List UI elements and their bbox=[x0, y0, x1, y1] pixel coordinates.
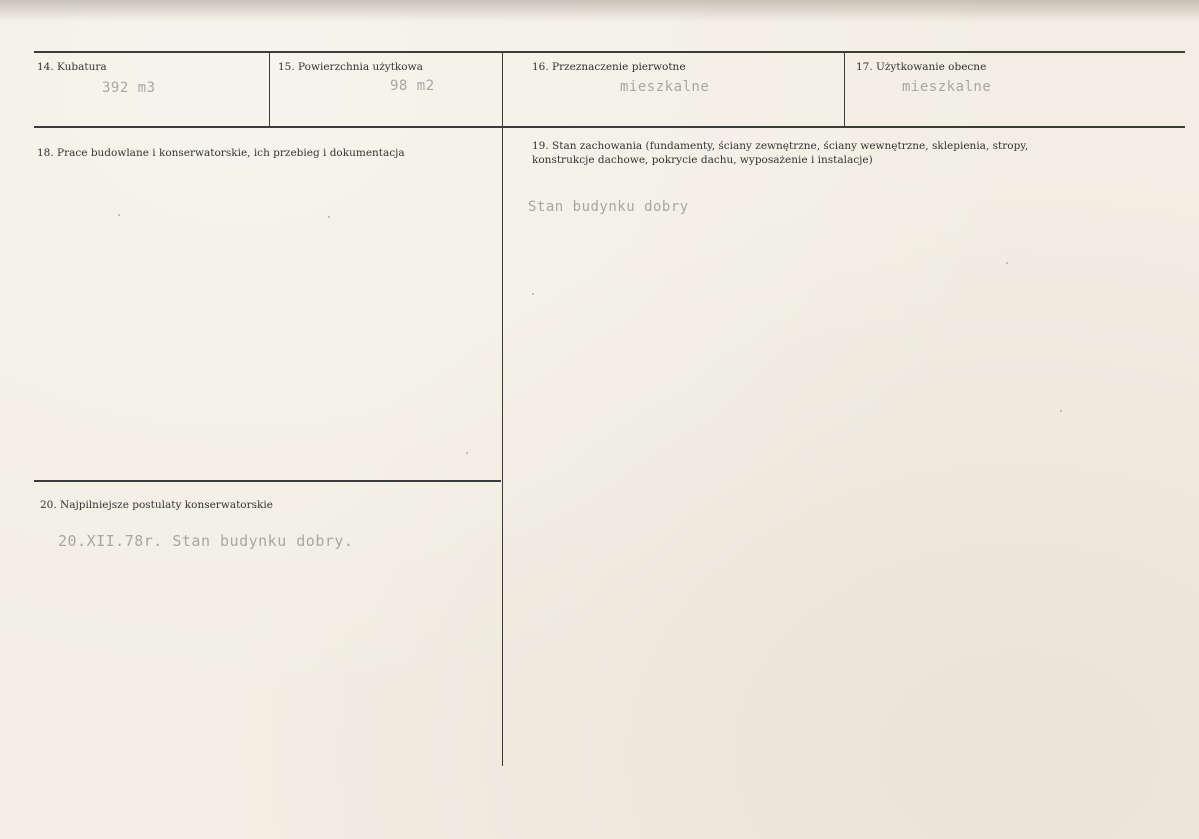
scan-speck bbox=[328, 216, 330, 218]
scan-speck bbox=[118, 214, 120, 216]
field-17-label: 17. Użytkowanie obecne bbox=[856, 61, 987, 73]
divider-15-16 bbox=[502, 52, 503, 766]
scan-speck bbox=[532, 293, 534, 295]
scan-edge-shadow bbox=[0, 0, 1199, 22]
divider-14-15 bbox=[269, 52, 270, 126]
field-16-label: 16. Przeznaczenie pierwotne bbox=[532, 61, 686, 73]
scan-speck bbox=[1060, 410, 1062, 412]
divider-16-17 bbox=[844, 52, 845, 126]
field-16-value: mieszkalne bbox=[620, 79, 710, 95]
middle-rule bbox=[34, 126, 1185, 128]
field-14-label: 14. Kubatura bbox=[37, 61, 107, 73]
field-19-label: 19. Stan zachowania (fundamenty, ściany zewnętrzne, ściany wewnętrzne, sklepienia, stropy, konstrukcje dachowe, pokrycie dachu, wyposażenie i instalacje) bbox=[532, 140, 1029, 166]
field-15-label: 15. Powierzchnia użytkowa bbox=[278, 61, 423, 73]
scan-speck bbox=[466, 452, 468, 454]
field-20-label: 20. Najpilniejsze postulaty konserwatorskie bbox=[40, 499, 273, 511]
field-14-value: 392 m3 bbox=[102, 80, 156, 96]
field-15-value: 98 m2 bbox=[390, 78, 435, 94]
lower-left-rule bbox=[34, 480, 501, 482]
field-18-label: 18. Prace budowlane i konserwatorskie, ich przebieg i dokumentacja bbox=[37, 147, 405, 159]
scan-speck bbox=[1006, 262, 1008, 264]
top-rule bbox=[34, 51, 1185, 53]
field-20-value: 20.XII.78r. Stan budynku dobry. bbox=[58, 532, 354, 550]
field-19-value: Stan budynku dobry bbox=[528, 199, 689, 215]
field-17-value: mieszkalne bbox=[902, 79, 992, 95]
